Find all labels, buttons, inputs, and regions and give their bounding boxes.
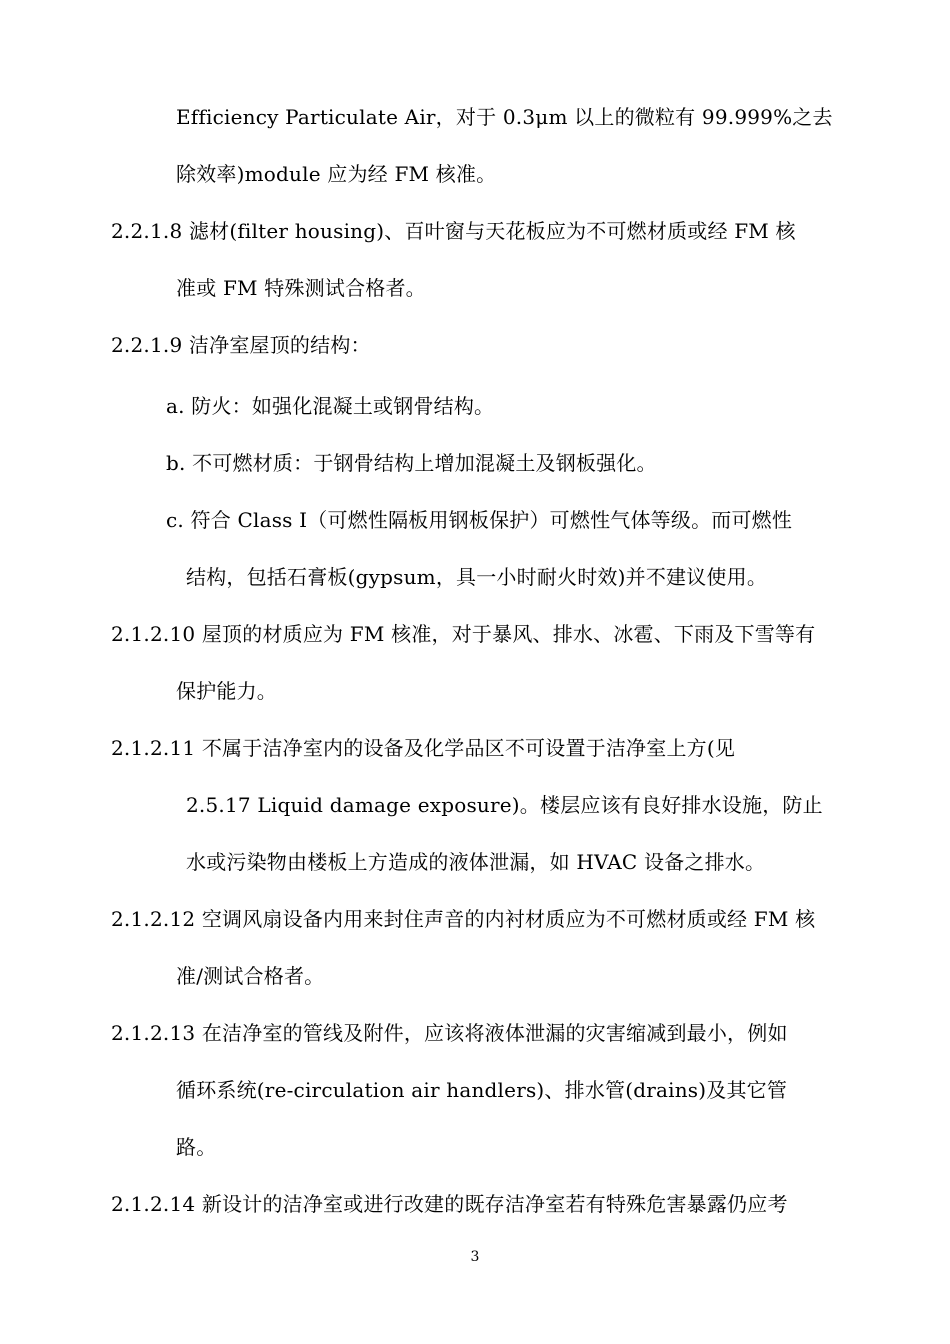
- section-2-1-2-10-line-1: 2.1.2.10 屋顶的材质应为 FM 核准，对于暴风、排水、冰雹、下雨及下雪等有: [111, 622, 816, 646]
- section-2-2-1-9-heading: 2.2.1.9 洁净室屋顶的结构：: [111, 333, 371, 357]
- section-2-1-2-11-line-2: 2.5.17 Liquid damage exposure)。楼层应该有良好排水设施，防止: [186, 793, 823, 817]
- section-2-1-2-13-line-2: 循环系统(re-circulation air handlers)、排水管(drains)及其它管: [176, 1078, 788, 1102]
- list-item-c-line-2: 结构，包括石膏板(gypsum，具一小时耐火时效)并不建议使用。: [186, 565, 768, 589]
- list-item-b: b. 不可燃材质：于钢骨结构上增加混凝土及钢板强化。: [166, 451, 657, 475]
- section-2-1-2-14-line-1: 2.1.2.14 新设计的洁净室或进行改建的既存洁净室若有特殊危害暴露仍应考: [111, 1192, 788, 1216]
- text-line-1: Efficiency Particulate Air，对于 0.3μm 以上的微粒有 99.999%之去: [176, 105, 833, 129]
- section-2-1-2-13-line-1: 2.1.2.13 在洁净室的管线及附件，应该将液体泄漏的灾害缩减到最小，例如: [111, 1021, 788, 1045]
- section-2-1-2-11-line-1: 2.1.2.11 不属于洁净室内的设备及化学品区不可设置于洁净室上方(见: [111, 736, 736, 760]
- section-2-2-1-8-line-1: 2.2.1.8 滤材(filter housing)、百叶窗与天花板应为不可燃材质或经 FM 核: [111, 219, 796, 243]
- section-2-1-2-10-line-2: 保护能力。: [176, 679, 277, 703]
- section-2-1-2-12-line-1: 2.1.2.12 空调风扇设备内用来封住声音的内衬材质应为不可燃材质或经 FM 核: [111, 907, 816, 931]
- text-line-2: 除效率)module 应为经 FM 核准。: [176, 162, 497, 186]
- section-2-1-2-12-line-2: 准/测试合格者。: [176, 964, 325, 988]
- list-item-a: a. 防火：如强化混凝土或钢骨结构。: [166, 394, 495, 418]
- section-2-1-2-13-line-3: 路。: [176, 1135, 217, 1159]
- section-2-1-2-11-line-3: 水或污染物由楼板上方造成的液体泄漏，如 HVAC 设备之排水。: [186, 850, 766, 874]
- list-item-c-line-1: c. 符合 Class I（可燃性隔板用钢板保护）可燃性气体等级。而可燃性: [166, 508, 793, 532]
- page-number: 3: [470, 1249, 480, 1265]
- section-2-2-1-8-line-2: 准或 FM 特殊测试合格者。: [176, 276, 426, 300]
